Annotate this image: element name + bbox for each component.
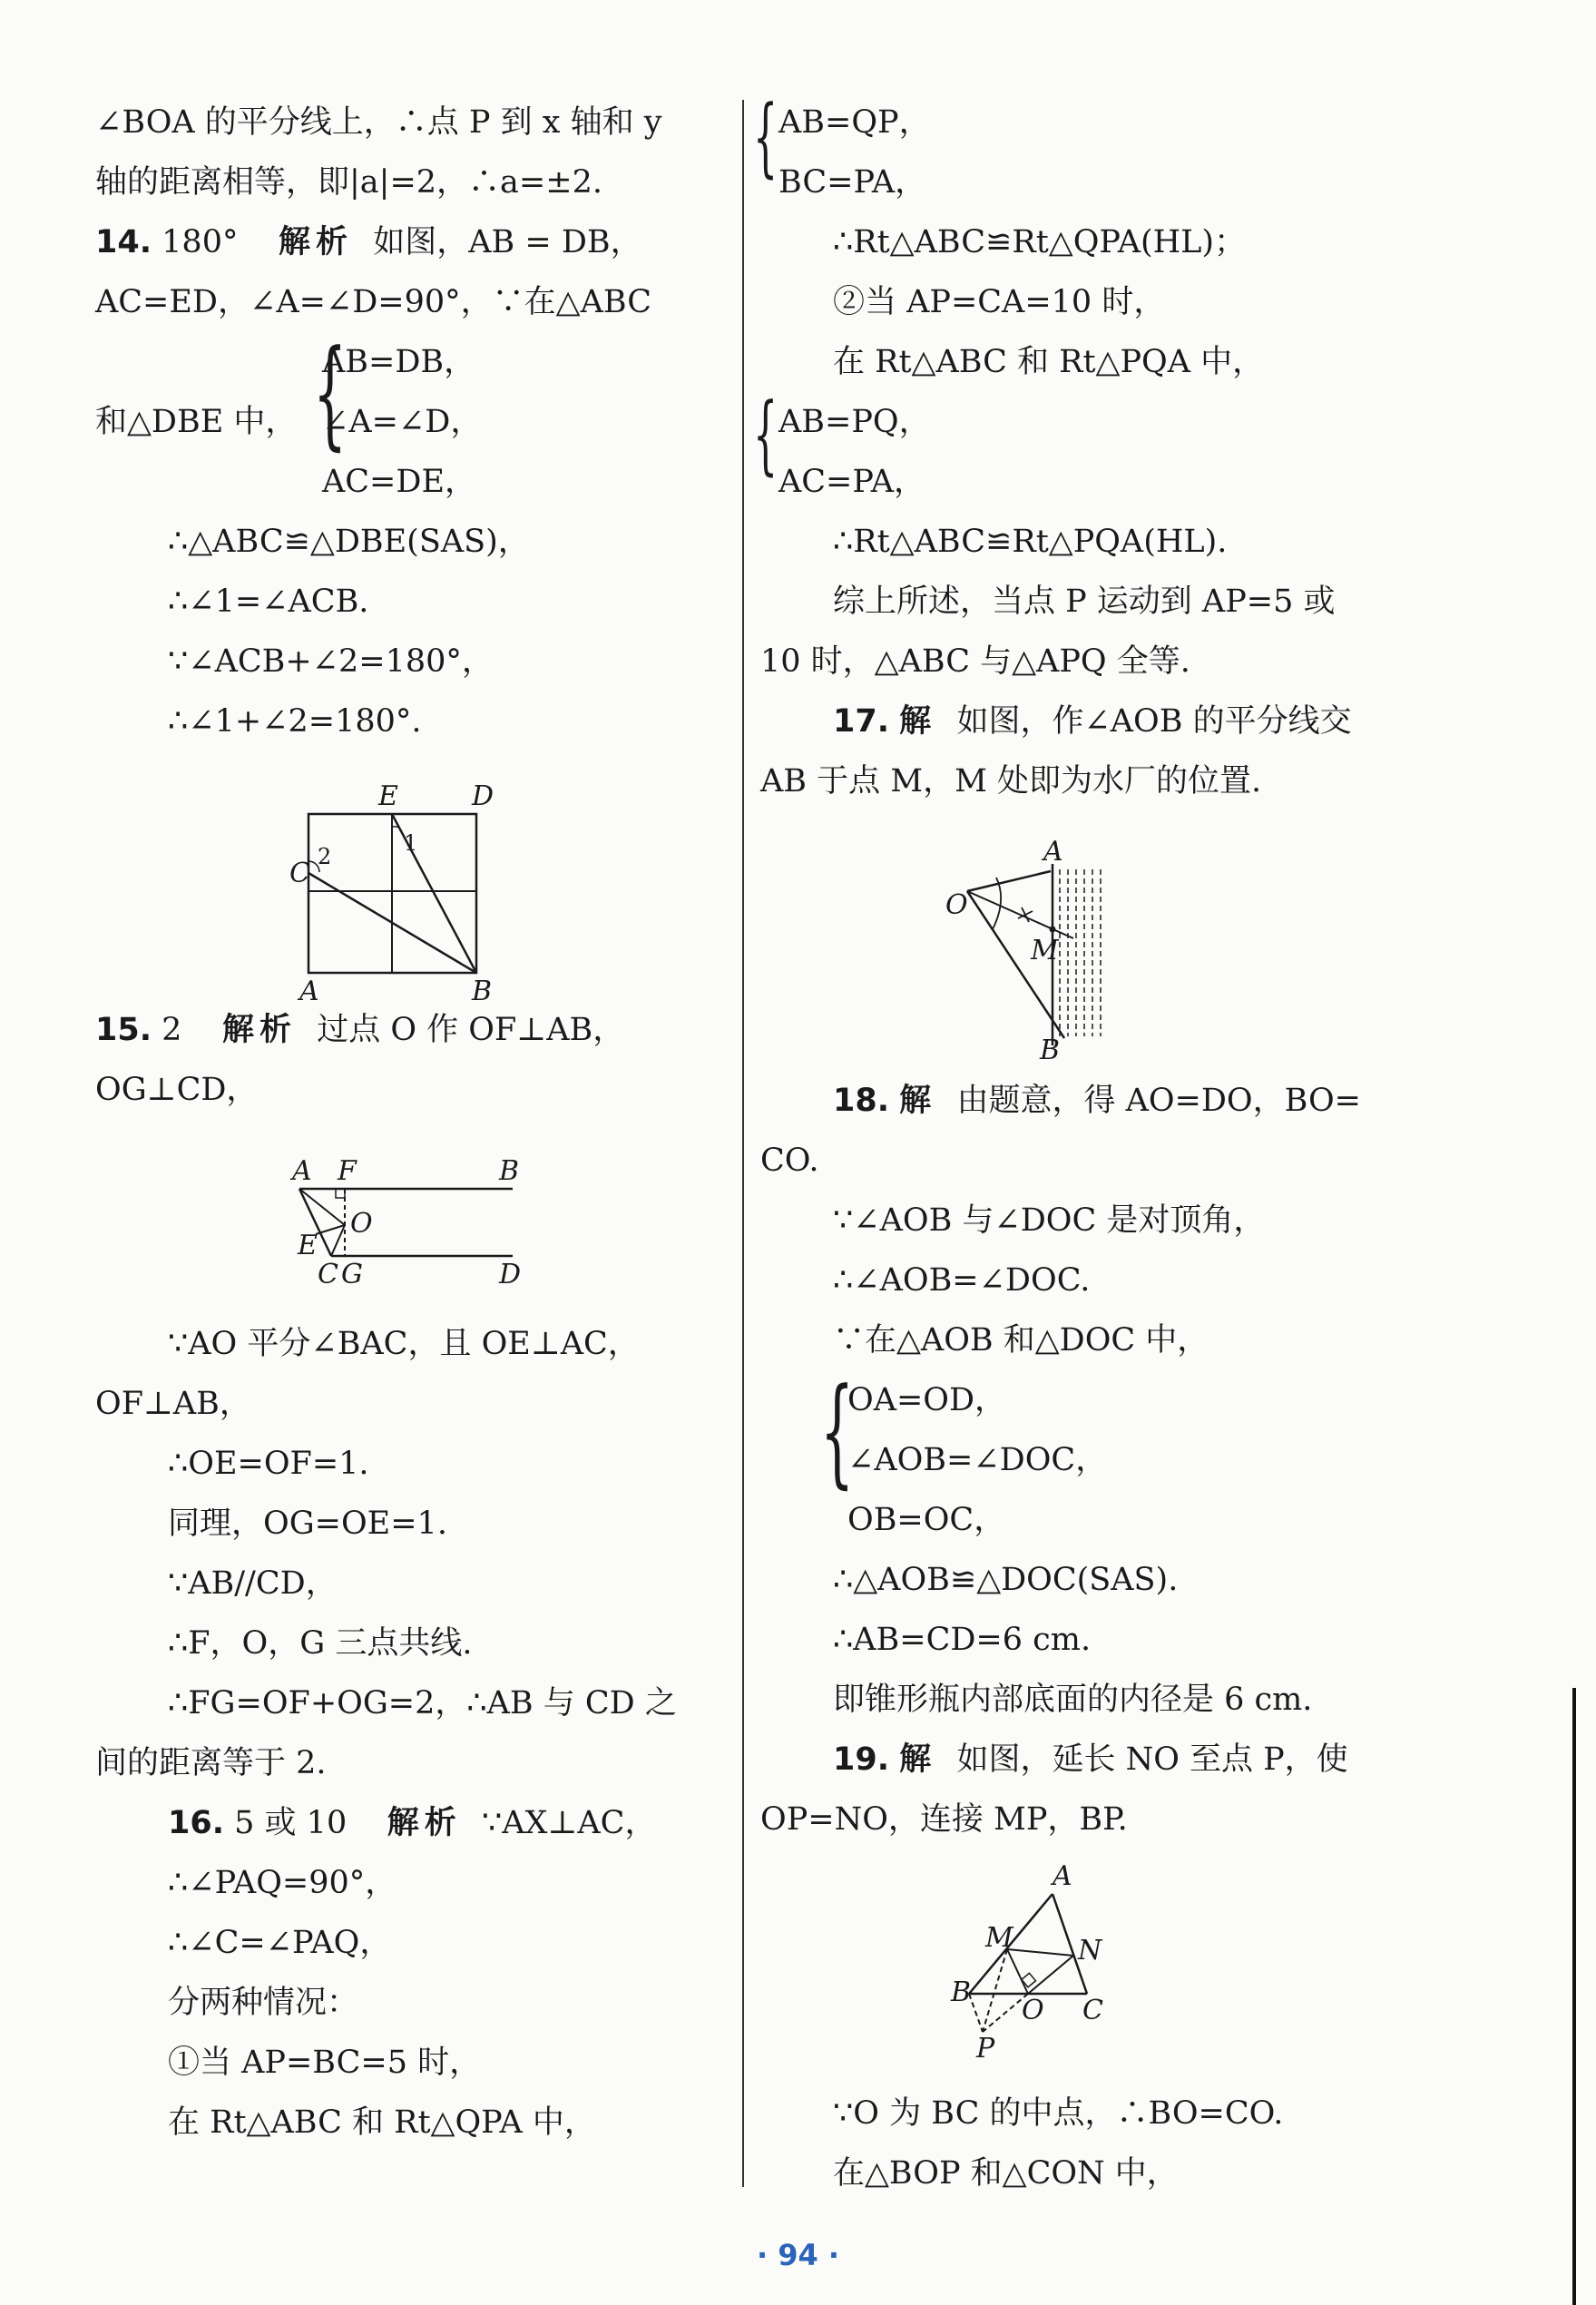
text-line: ∴∠PAQ=90°， (168, 1865, 397, 1901)
text-line: 10 时，△ABC 与△APQ 全等. (760, 643, 1190, 680)
label-e: E (298, 1230, 318, 1261)
text-line: ∴∠1+∠2=180°. (168, 703, 422, 740)
line-mn (1007, 1949, 1073, 1956)
text-line: CO. (760, 1143, 819, 1179)
text-line: ∴AB=CD=6 cm. (833, 1622, 1092, 1658)
question-19-header (833, 1739, 1348, 1780)
question-number: 15. (95, 1012, 152, 1048)
label-b: B (472, 976, 493, 1007)
text-line: AC=DE， (322, 464, 476, 500)
label-f: F (338, 1155, 357, 1187)
river-lines (1060, 869, 1101, 1036)
text-line: ∠A=∠D， (322, 404, 483, 440)
text-line: ∴OE=OF=1. (168, 1446, 369, 1482)
text-line: ∵AB//CD， (168, 1565, 338, 1602)
question-15-header (95, 1009, 624, 1051)
question-14-header (95, 221, 642, 263)
label-p: P (976, 2033, 995, 2065)
label-1: 1 (404, 830, 418, 856)
text-line: AB 于点 M，M 处即为水厂的位置. (760, 763, 1262, 799)
label-c: C (289, 858, 310, 889)
text-line: 即锥形瓶内部底面的内径是 6 cm. (833, 1682, 1313, 1718)
text-line: 由题意，得 AO=DO，BO= (956, 1083, 1362, 1119)
text-line: OA=OD， (847, 1382, 1007, 1418)
label-o: O (350, 1208, 373, 1240)
question-17-header (833, 701, 1352, 742)
line-co (331, 1225, 345, 1256)
text-line: AB=QP， (778, 104, 931, 141)
point-m (1050, 927, 1056, 933)
label-m: M (1031, 935, 1059, 966)
label-d: D (472, 780, 494, 812)
solution-keyword: 解 (899, 1083, 937, 1119)
figure-17 (942, 828, 1214, 1067)
label-m: M (985, 1922, 1013, 1954)
solution-keyword: 解 (899, 1741, 937, 1778)
question-number: 17. (833, 703, 890, 740)
text-line: 同理，OG=OE=1. (168, 1506, 447, 1542)
label-b: B (1040, 1035, 1061, 1066)
text-line: ∵O 为 BC 的中点，∴BO=CO. (833, 2095, 1284, 2132)
text-line: OG⊥CD， (95, 1072, 259, 1108)
question-18-header (833, 1080, 1361, 1122)
question-number: 18. (833, 1083, 890, 1119)
answer-value: 2 (162, 1012, 182, 1048)
text-line: ∴∠1=∠ACB. (168, 584, 369, 620)
label-2: 2 (318, 844, 332, 869)
page-number: · 94 · (756, 2238, 840, 2272)
text-line: ②当 AP=CA=10 时， (833, 284, 1166, 320)
text-line: 轴的距离相等，即|a|=2，∴a=±2. (95, 164, 602, 201)
label-d: D (499, 1259, 522, 1290)
answer-value: 5 或 10 (234, 1805, 348, 1841)
solution-keyword: 解 (899, 703, 937, 740)
brace-symbol: { (313, 324, 348, 462)
analysis-keyword: 解析 (221, 1012, 297, 1048)
text-line: ∵AO 平分∠BAC，且 OE⊥AC， (168, 1326, 640, 1362)
text-line: ∵AX⊥AC， (482, 1805, 657, 1841)
text-line: 过点 O 作 OF⊥AB， (317, 1012, 625, 1048)
column-divider (742, 100, 744, 2187)
label-a: A (299, 976, 319, 1007)
label-c: C (318, 1259, 338, 1290)
label-a: A (1043, 836, 1063, 868)
text-line: BC=PA， (778, 164, 927, 201)
line-bp-dashed (969, 1994, 983, 2032)
line-mo (1007, 1949, 1028, 1994)
text-line: 间的距离等于 2. (95, 1745, 327, 1781)
text-line: AB=PQ， (778, 404, 931, 440)
figure-19 (951, 1858, 1187, 2088)
brace-symbol: { (753, 385, 778, 485)
label-c: C (1082, 1995, 1103, 2026)
answer-value: 180° (162, 224, 239, 260)
text-line: AC=ED，∠A=∠D=90°，∵在△ABC (95, 284, 652, 320)
label-o: O (945, 889, 968, 921)
question-number: 19. (833, 1741, 890, 1778)
label-a: A (1053, 1860, 1072, 1892)
text-line: ∠AOB=∠DOC， (847, 1442, 1108, 1478)
text-line: 综上所述，当点 P 运动到 AP=5 或 (833, 584, 1336, 620)
text-line: 和△DBE 中， (95, 404, 298, 440)
text-line: 在△BOP 和△CON 中， (833, 2155, 1179, 2192)
label-o: O (1022, 1995, 1044, 2026)
text-line: ∵在△AOB 和△DOC 中， (833, 1322, 1209, 1358)
question-16-header (168, 1802, 656, 1844)
text-line: ∴Rt△ABC≌Rt△QPA(HL)； (833, 224, 1247, 260)
text-line: ∴△ABC≌△DBE(SAS)， (168, 524, 530, 560)
text-line: ∵∠AOB 与∠DOC 是对顶角， (833, 1202, 1266, 1239)
text-line: OB=OC， (847, 1502, 1006, 1538)
text-line: 在 Rt△ABC 和 Rt△QPA 中， (168, 2104, 596, 2141)
figure-15 (281, 1154, 522, 1294)
label-n: N (1078, 1935, 1102, 1967)
text-line: ∠BOA 的平分线上，∴点 P 到 x 轴和 y (95, 104, 662, 141)
text-line: AC=PA， (778, 464, 925, 500)
label-b: B (951, 1976, 972, 2008)
line-no (1028, 1956, 1073, 1994)
analysis-keyword: 解析 (387, 1805, 462, 1841)
text-line: ∴Rt△ABC≌Rt△PQA(HL). (833, 524, 1228, 560)
analysis-keyword: 解析 (278, 224, 353, 260)
label-e: E (378, 780, 398, 812)
text-line: ①当 AP=BC=5 时， (168, 2045, 482, 2081)
text-line: ∵∠ACB+∠2=180°， (168, 643, 494, 680)
text-line: ∴∠AOB=∠DOC. (833, 1262, 1091, 1299)
text-line: 分两种情况： (168, 1985, 359, 2021)
line-oa (967, 871, 1051, 891)
text-line: ∴△AOB≌△DOC(SAS). (833, 1562, 1179, 1598)
figure-14 (289, 778, 531, 1007)
page-edge-line (1572, 1688, 1576, 2305)
text-line: AB=DB， (322, 344, 476, 380)
brace-symbol: { (820, 1362, 855, 1500)
brace-symbol: { (753, 87, 778, 187)
question-number: 16. (168, 1805, 225, 1841)
line-ao (299, 1189, 345, 1225)
label-a: A (292, 1155, 312, 1187)
text-line: ∴∠C=∠PAQ， (168, 1925, 392, 1961)
text-line: 如图，延长 NO 至点 P，使 (956, 1741, 1348, 1778)
label-g: G (341, 1259, 363, 1290)
text-line: ∴FG=OF+OG=2，∴AB 与 CD 之 (168, 1685, 677, 1721)
text-line: ∴F，O，G 三点共线. (168, 1625, 473, 1662)
label-b: B (499, 1155, 520, 1187)
text-line: OF⊥AB， (95, 1386, 251, 1422)
text-line: 在 Rt△ABC 和 Rt△PQA 中， (833, 344, 1265, 380)
text-line: 如图，AB = DB， (373, 224, 642, 260)
text-line: 如图，作∠AOB 的平分线交 (956, 703, 1352, 740)
question-number: 14. (95, 224, 152, 260)
text-line: OP=NO，连接 MP，BP. (760, 1801, 1128, 1838)
